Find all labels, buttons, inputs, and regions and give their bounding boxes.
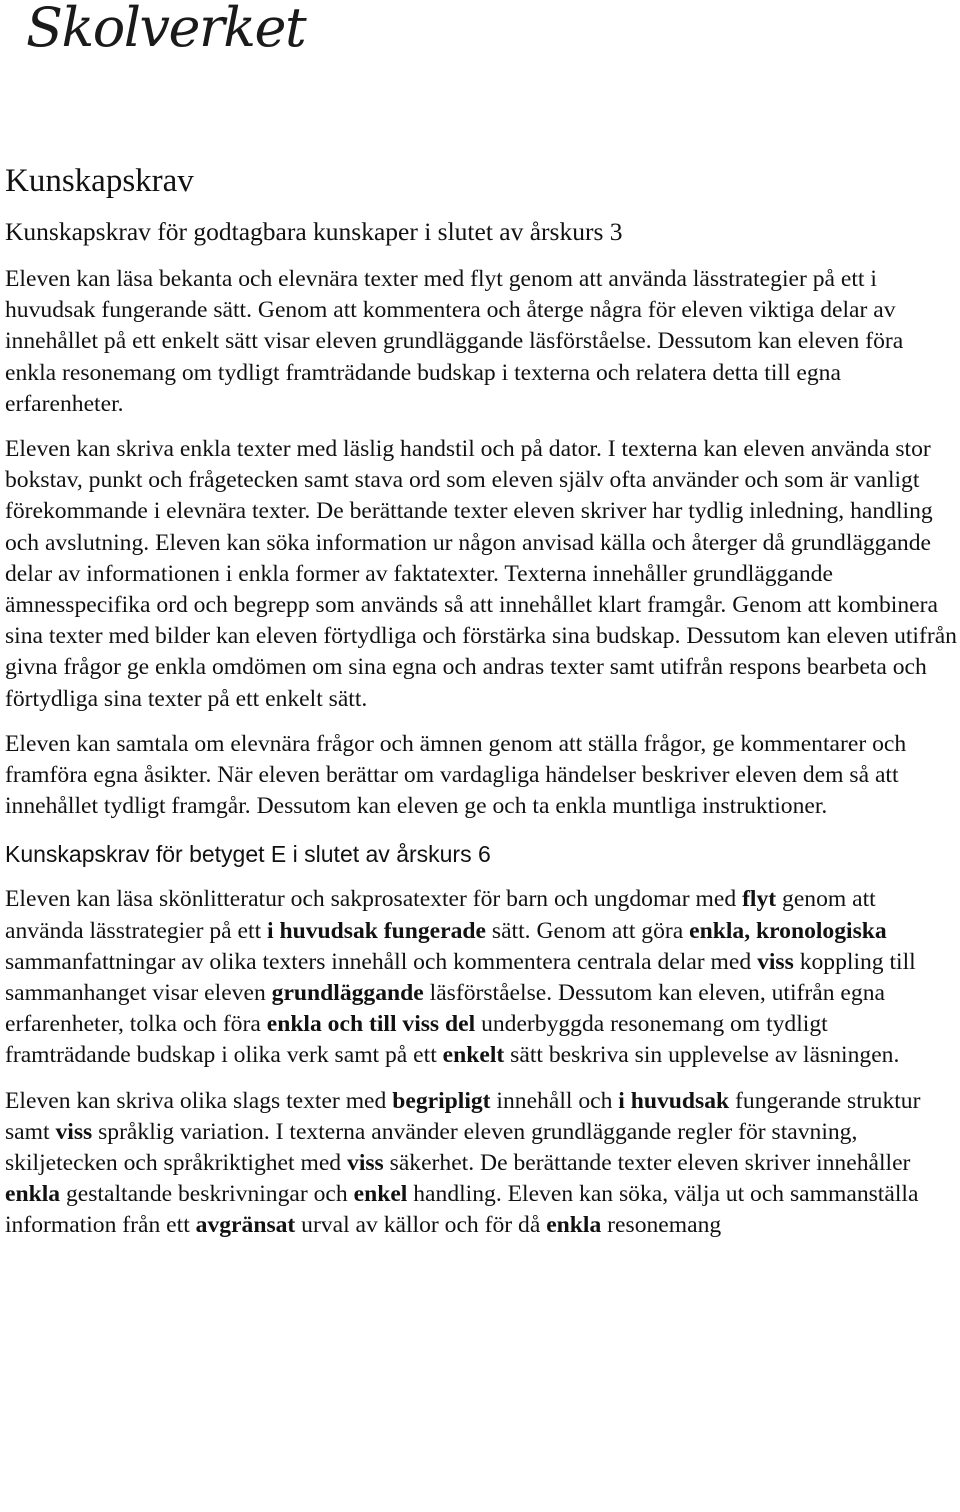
- text-run: sammanfattningar av olika texters innehåll och kommentera centrala delar med: [5, 948, 758, 975]
- skolverket-logo: Skolverket: [26, 0, 306, 59]
- document-body: [5, 160, 957, 1256]
- text-run: säkerhet. De berättande texter eleven skriver innehåller: [383, 1150, 911, 1177]
- page-heading: Kunskapskrav: [5, 163, 194, 199]
- text-run: urval av källor och för då: [295, 1212, 547, 1239]
- section-title-grade3: Kunskapskrav för godtagbara kunskaper i slutet av årskurs 3: [5, 217, 623, 246]
- emphasis-text: viss: [55, 1118, 93, 1145]
- text-run: Eleven kan skriva olika slags texter med: [5, 1087, 393, 1114]
- emphasis-text: enkla och till viss del: [266, 1011, 476, 1038]
- emphasis-text: enkla: [5, 1181, 61, 1208]
- text-run: gestaltande beskrivningar och: [60, 1181, 354, 1208]
- section-title-grade6: Kunskapskrav för betyget E i slutet av årskurs 6: [5, 841, 491, 868]
- text-run: sätt beskriva sin upplevelse av läsningen.: [504, 1042, 900, 1069]
- text-run: fungerande struktur samt: [5, 1087, 921, 1145]
- paragraph-reading-grade3: Eleven kan läsa bekanta och elevnära texter med flyt genom att använda lässtrategier på ett i huvudsak fungerande sätt. Genom att kommentera och återge några för eleven viktiga delar av innehållet på ett enkelt sätt visar eleven grundläggande läsförståelse. Dessutom kan eleven föra enkla resonemang om tydligt framträdande budskap i texterna och relatera detta till egna erfarenheter.: [5, 266, 904, 417]
- text-run: innehåll och: [490, 1087, 619, 1114]
- paragraph-speaking-grade3: Eleven kan samtala om elevnära frågor och ämnen genom att ställa frågor, ge kommentarer och framföra egna åsikter. När eleven berättar om vardagliga händelser beskriver eleven dem så att innehållet tydligt framgår. Dessutom kan eleven ge och ta enkla muntliga instruktioner.: [5, 730, 907, 820]
- text-run: handling. Eleven kan söka, välja ut och sammanställa information från ett: [5, 1181, 919, 1239]
- emphasis-text: i huvudsak fungerade: [267, 917, 486, 944]
- emphasis-text: begripligt: [392, 1087, 491, 1114]
- text-run: läsförståelse. Dessutom kan eleven, utifrån egna erfarenheter, tolka och föra: [5, 980, 885, 1038]
- emphasis-text: enkel: [353, 1181, 408, 1208]
- emphasis-text: enkla: [546, 1212, 602, 1239]
- text-run: koppling till sammanhanget visar eleven: [5, 948, 916, 1007]
- paragraph-writing-grade6: [5, 1086, 957, 1242]
- emphasis-text: i huvudsak: [618, 1087, 730, 1114]
- emphasis-text: flyt: [742, 886, 777, 913]
- text-run: Eleven kan läsa skönlitteratur och sakprosatexter för barn och ungdomar med: [5, 886, 743, 913]
- text-run: underbyggda resonemang om tydligt framträdande budskap i olika verk samt på ett: [5, 1011, 828, 1069]
- emphasis-text: grundläggande: [271, 980, 424, 1007]
- emphasis-text: enkelt: [442, 1042, 505, 1069]
- emphasis-text: enkla, kronologiska: [689, 917, 887, 944]
- text-run: resonemang: [601, 1212, 722, 1239]
- text-run: genom att använda lässtrategier på ett: [5, 886, 876, 944]
- text-run: sätt. Genom att göra: [486, 917, 690, 944]
- paragraph-writing-grade3: Eleven kan skriva enkla texter med läslig handstil och på dator. I texterna kan eleven använda stor bokstav, punkt och frågetecken samt stava ord som eleven själv ofta använder och som är vanligt förekommande i elevnära texter. De berättande texter eleven skriver har tydlig inledning, handling och avslutning. Eleven kan söka information ur någon anvisad källa och återger då grundläggande delar av informationen i enkla former av faktatexter. Texterna innehåller grundläggande ämnesspecifika ord och begrepp som används så att innehållet klart framgår. Genom att kombinera sina texter med bilder kan eleven förtydliga och förstärka sina budskap. Dessutom kan eleven utifrån givna frågor ge enkla omdömen om sina egna och andras texter samt utifrån respons bearbeta och förtydliga sina texter på ett enkelt sätt.: [5, 436, 957, 712]
- emphasis-text: avgränsat: [195, 1212, 296, 1239]
- emphasis-text: viss: [347, 1150, 384, 1177]
- paragraph-reading-grade6: [5, 884, 957, 1071]
- emphasis-text: viss: [757, 948, 794, 975]
- text-run: språklig variation. I texterna använder eleven grundläggande regler för stavning, skiljetecken och språkriktighet med: [5, 1118, 858, 1177]
